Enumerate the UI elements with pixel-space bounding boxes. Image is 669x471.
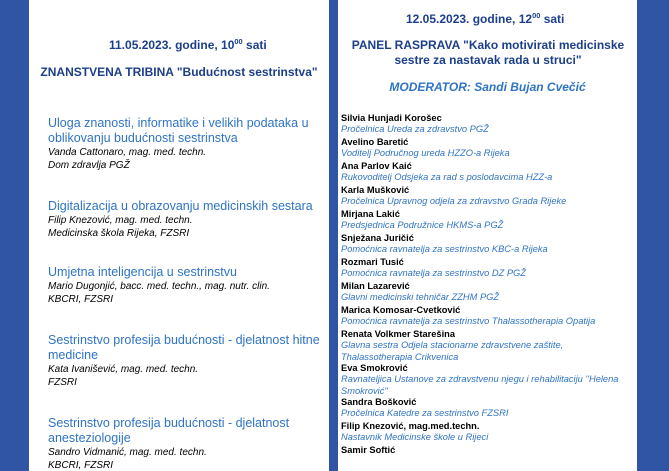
talk-title: Sestrinstvo profesija budućnosti - djelatnost hitne medicine (48, 333, 320, 362)
talk-item (48, 265, 329, 306)
panelist-role: Pomoćnica ravnatelja za sestrinstvo Thalassotherapia Opatija (341, 316, 596, 326)
talk-title: Digitalizacija u obrazovanju medicinskih sestara (48, 199, 313, 213)
talk-title: Uloga znanosti, informatike i velikih podataka u oblikovanju budućnosti sestrinstva (48, 116, 309, 145)
panelist-role: Pomoćnica ravnatelja za sestrinstvo KBC-a Rijeka (341, 244, 548, 254)
talk-speaker: Mario Dugonjić, bacc. med. techn., mag. nutr. clin. (48, 281, 270, 292)
panelist-role: Ravnateljica Ustanove za zdravstvenu njegu i rehabilitaciju ''Helena Smokrović'' (341, 374, 619, 396)
talk-speaker: Kata Ivanišević, mag. med. techn. (48, 364, 199, 375)
panelist-name: Samir Softić (341, 445, 396, 455)
panelist-item (341, 363, 635, 397)
panelist-role: Pročelnica Katedre za sestrinstvo FZSRI (341, 408, 509, 418)
panelist-item (341, 185, 635, 209)
talk-item (48, 199, 329, 240)
panelist-role: Pročelnica Ureda za zdravstvo PGŽ (341, 124, 489, 134)
panelist-item (341, 233, 635, 257)
panelist-item (341, 113, 635, 137)
talk-affiliation: KBCRI, FZSRI (48, 294, 114, 305)
talk-affiliation: Medicinska škola Rijeka, FZSRI (48, 228, 190, 239)
panel-title: PANEL RASPRAVA "Kako motivirati medicinske sestre za nastavak rada u struci" (351, 38, 625, 67)
left-date: 11.05.2023. godine, $10^{00}$ sati (109, 37, 267, 52)
panelist-item (341, 329, 635, 363)
moderator-line: MODERATOR: Sandi Bujan Cvečić (389, 80, 586, 94)
right-date: 12.05.2023. godine, $12^{00}$ sati (406, 11, 565, 26)
panelist-item (341, 421, 635, 445)
panelist-list (341, 113, 635, 456)
panelist-item (341, 281, 635, 305)
talk-affiliation: Dom zdravlja PGŽ (48, 160, 130, 171)
panelist-name: Avelino Baretić (341, 137, 409, 147)
panelist-item (341, 257, 635, 281)
panelist-role: Rukovoditelj Odsjeka za rad s poslodavcima HZZ-a (341, 172, 553, 182)
talk-affiliation: FZSRI (48, 377, 77, 388)
panelist-item (341, 161, 635, 185)
panelist-name: Filip Knezović, mag.med.techn. (341, 421, 480, 431)
panelist-role: Pročelnica Upravnog odjela za zdravstvo Grada Rijeke (341, 196, 567, 206)
left-column (29, 0, 329, 471)
panelist-name: Sandra Bošković (341, 397, 417, 407)
talk-speaker: Sandro Vidmanić, mag. med. techn. (48, 447, 207, 458)
panelist-name: Mirjana Lakić (341, 209, 400, 219)
panelist-name: Snježana Juričić (341, 233, 414, 243)
talk-speaker: Vanda Cattonaro, mag. med. techn. (48, 147, 207, 158)
panelist-item (341, 137, 635, 161)
talk-item (48, 116, 329, 172)
panelist-item (341, 209, 635, 233)
panelist-item (341, 445, 635, 456)
panelist-item (341, 305, 635, 329)
right-column (338, 0, 637, 471)
talk-speaker: Filip Knezović, mag. med. techn. (48, 215, 193, 226)
panelist-name: Marica Komosar-Cvetković (341, 305, 461, 315)
panelist-name: Karla Mušković (341, 185, 410, 195)
panelist-name: Milan Lazarević (341, 281, 410, 291)
talk-title: Umjetna inteligencija u sestrinstvu (48, 265, 237, 279)
panelist-role: Pomoćnica ravnatelja za sestrinstvo DZ PGŽ (341, 268, 526, 278)
left-event-title: ZNANSTVENA TRIBINA "Budućnost sestrinstva" (40, 65, 318, 79)
talk-item (48, 333, 329, 389)
talk-affiliation: KBCRI, FZSRI (48, 460, 114, 471)
panelist-role: Glavni medicinski tehničar ZZHM PGŽ (341, 292, 500, 302)
panelist-name: Eva Smokrović (341, 363, 408, 373)
talk-item (48, 416, 329, 471)
panelist-role: Glavna sestra Odjela stacionarne zdravstvene zaštite, Thalassotherapia Crikvenica (341, 340, 564, 362)
panelist-role: Voditelj Područnog ureda HZZO-a Rijeka (341, 148, 510, 158)
panelist-name: Renata Volkmer Starešina (341, 329, 456, 339)
panelist-name: Silvia Hunjadi Korošec (341, 113, 442, 123)
panelist-name: Ana Parlov Kaić (341, 161, 412, 171)
panelist-role: Nastavnik Medicinske škole u Rijeci (341, 432, 489, 442)
talk-title: Sestrinstvo profesija budućnosti - djelatnost anesteziologije (48, 416, 290, 445)
panelist-item (341, 397, 635, 421)
panelist-role: Predsjednica Podružnice HKMS-a PGŽ (341, 220, 504, 230)
panelist-name: Rozmari Tusić (341, 257, 404, 267)
